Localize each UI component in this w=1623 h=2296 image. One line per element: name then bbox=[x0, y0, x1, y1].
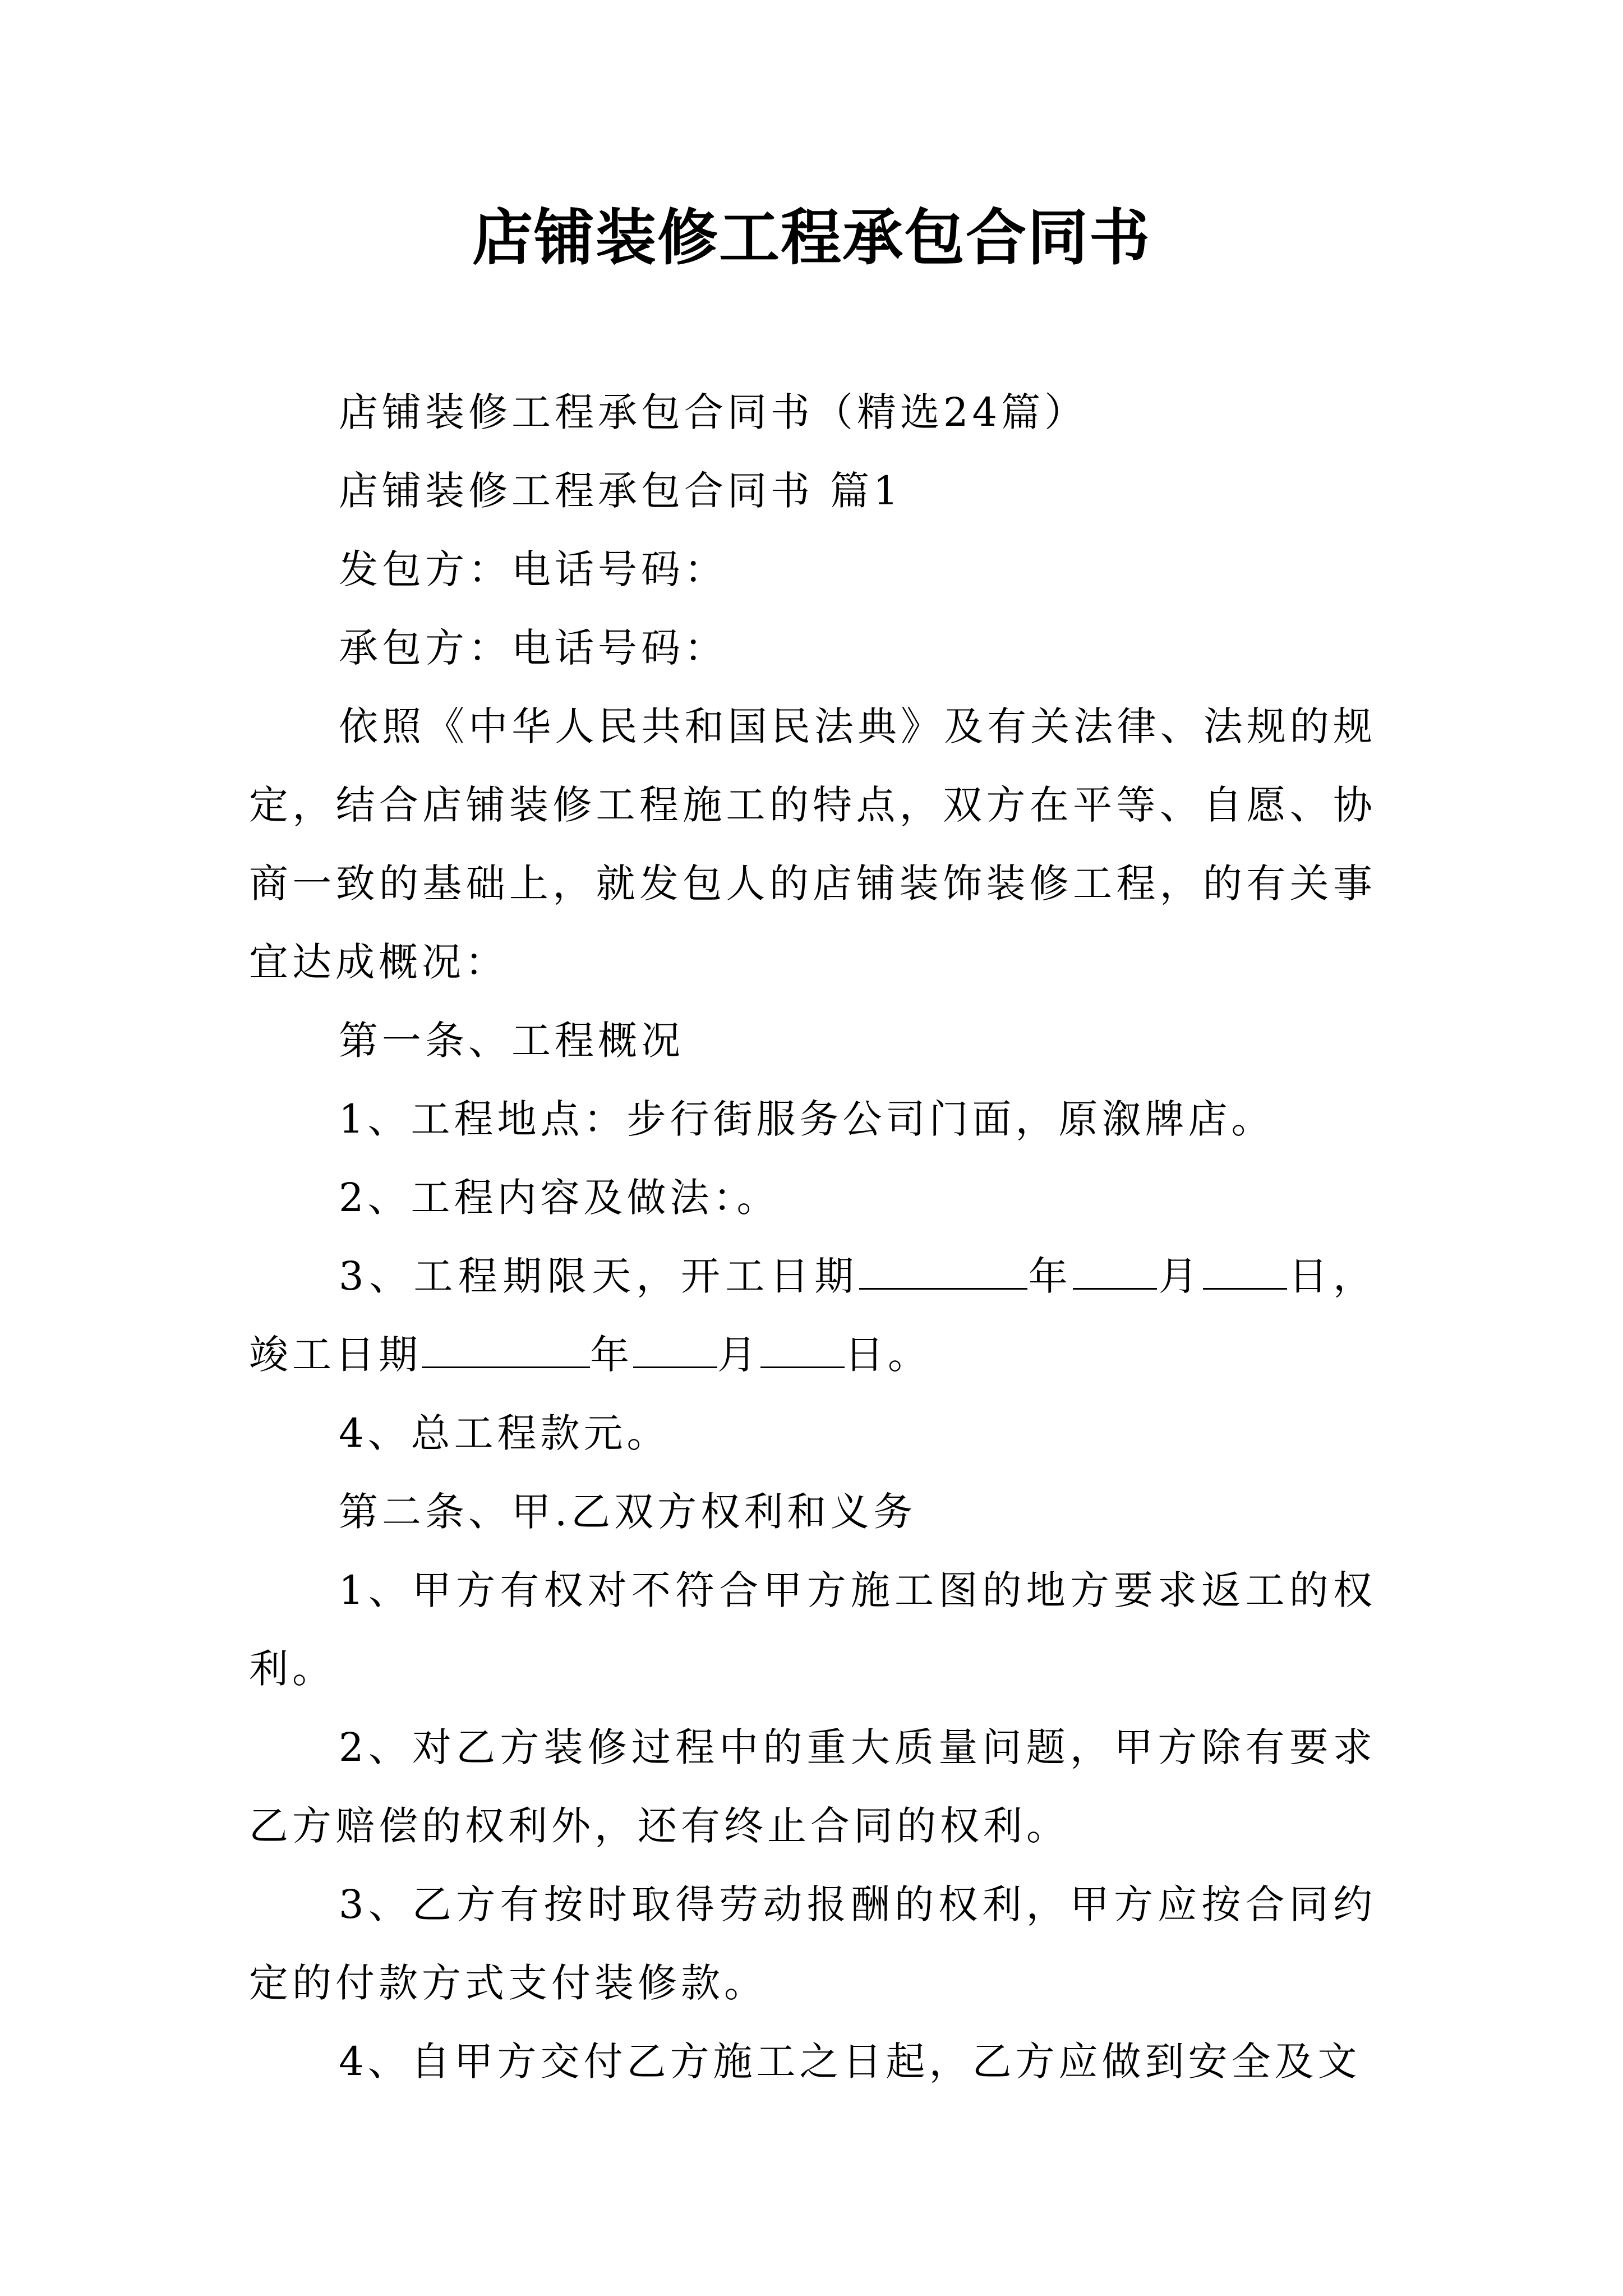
schedule-day-label-2: 日。 bbox=[845, 1332, 931, 1378]
blank-end-year bbox=[422, 1332, 590, 1368]
schedule-day-label-1: 日，竣工日期 bbox=[249, 1253, 1376, 1378]
paragraph-content: 2、工程内容及做法：。 bbox=[339, 1175, 780, 1221]
schedule-month-label-2: 月 bbox=[717, 1332, 760, 1378]
paragraph-preamble: 依照《中华人民共和国民法典》及有关法律、法规的规定，结合店铺装修工程施工的特点，双方在平等、自愿、协商一致的基础上，就发包人的店铺装饰装修工程，的有关事宜达成概况： bbox=[249, 703, 1376, 985]
document-title: 店铺装修工程承包合同书 bbox=[472, 203, 1151, 273]
document-body bbox=[249, 373, 1376, 2101]
paragraph-total-price: 4、总工程款元。 bbox=[339, 1410, 670, 1456]
blank-end-day bbox=[760, 1332, 845, 1368]
paragraph-subtitle: 店铺装修工程承包合同书（精选24篇） bbox=[339, 389, 1088, 435]
paragraph-rights-4: 4、自甲方交付乙方施工之日起，乙方应做到安全及文 bbox=[339, 2039, 1361, 2085]
paragraph-location: 1、工程地点：步行街服务公司门面，原溆牌店。 bbox=[339, 1096, 1275, 1142]
schedule-text: 3、工程期限天，开工日期 bbox=[339, 1253, 859, 1299]
blank-start-year bbox=[859, 1253, 1027, 1290]
paragraph-rights-2: 2、对乙方装修过程中的重大质量问题，甲方除有要求乙方赔偿的权利外，还有终止合同的权利。 bbox=[249, 1724, 1376, 1849]
paragraph-article-1: 第一条、工程概况 bbox=[339, 1018, 684, 1064]
paragraph-chapter-heading: 店铺装修工程承包合同书 篇1 bbox=[339, 468, 902, 514]
paragraph-article-2: 第二条、甲.乙双方权利和义务 bbox=[339, 1489, 917, 1535]
paragraph-employer: 发包方：电话号码： bbox=[339, 546, 727, 592]
paragraph-rights-3: 3、乙方有按时取得劳动报酬的权利，甲方应按合同约定的付款方式支付装修款。 bbox=[249, 1881, 1376, 2006]
paragraph-rights-1: 1、甲方有权对不符合甲方施工图的地方要求返工的权利。 bbox=[249, 1567, 1376, 1692]
schedule-year-label-2: 年 bbox=[590, 1332, 633, 1378]
paragraph-schedule bbox=[249, 1237, 1376, 1394]
blank-start-day bbox=[1203, 1253, 1287, 1290]
blank-start-month bbox=[1073, 1253, 1157, 1290]
paragraph-contractor: 承包方：电话号码： bbox=[339, 625, 727, 671]
blank-end-month bbox=[633, 1332, 717, 1368]
schedule-month-label-1: 月 bbox=[1157, 1253, 1204, 1299]
schedule-year-label-1: 年 bbox=[1027, 1253, 1073, 1299]
